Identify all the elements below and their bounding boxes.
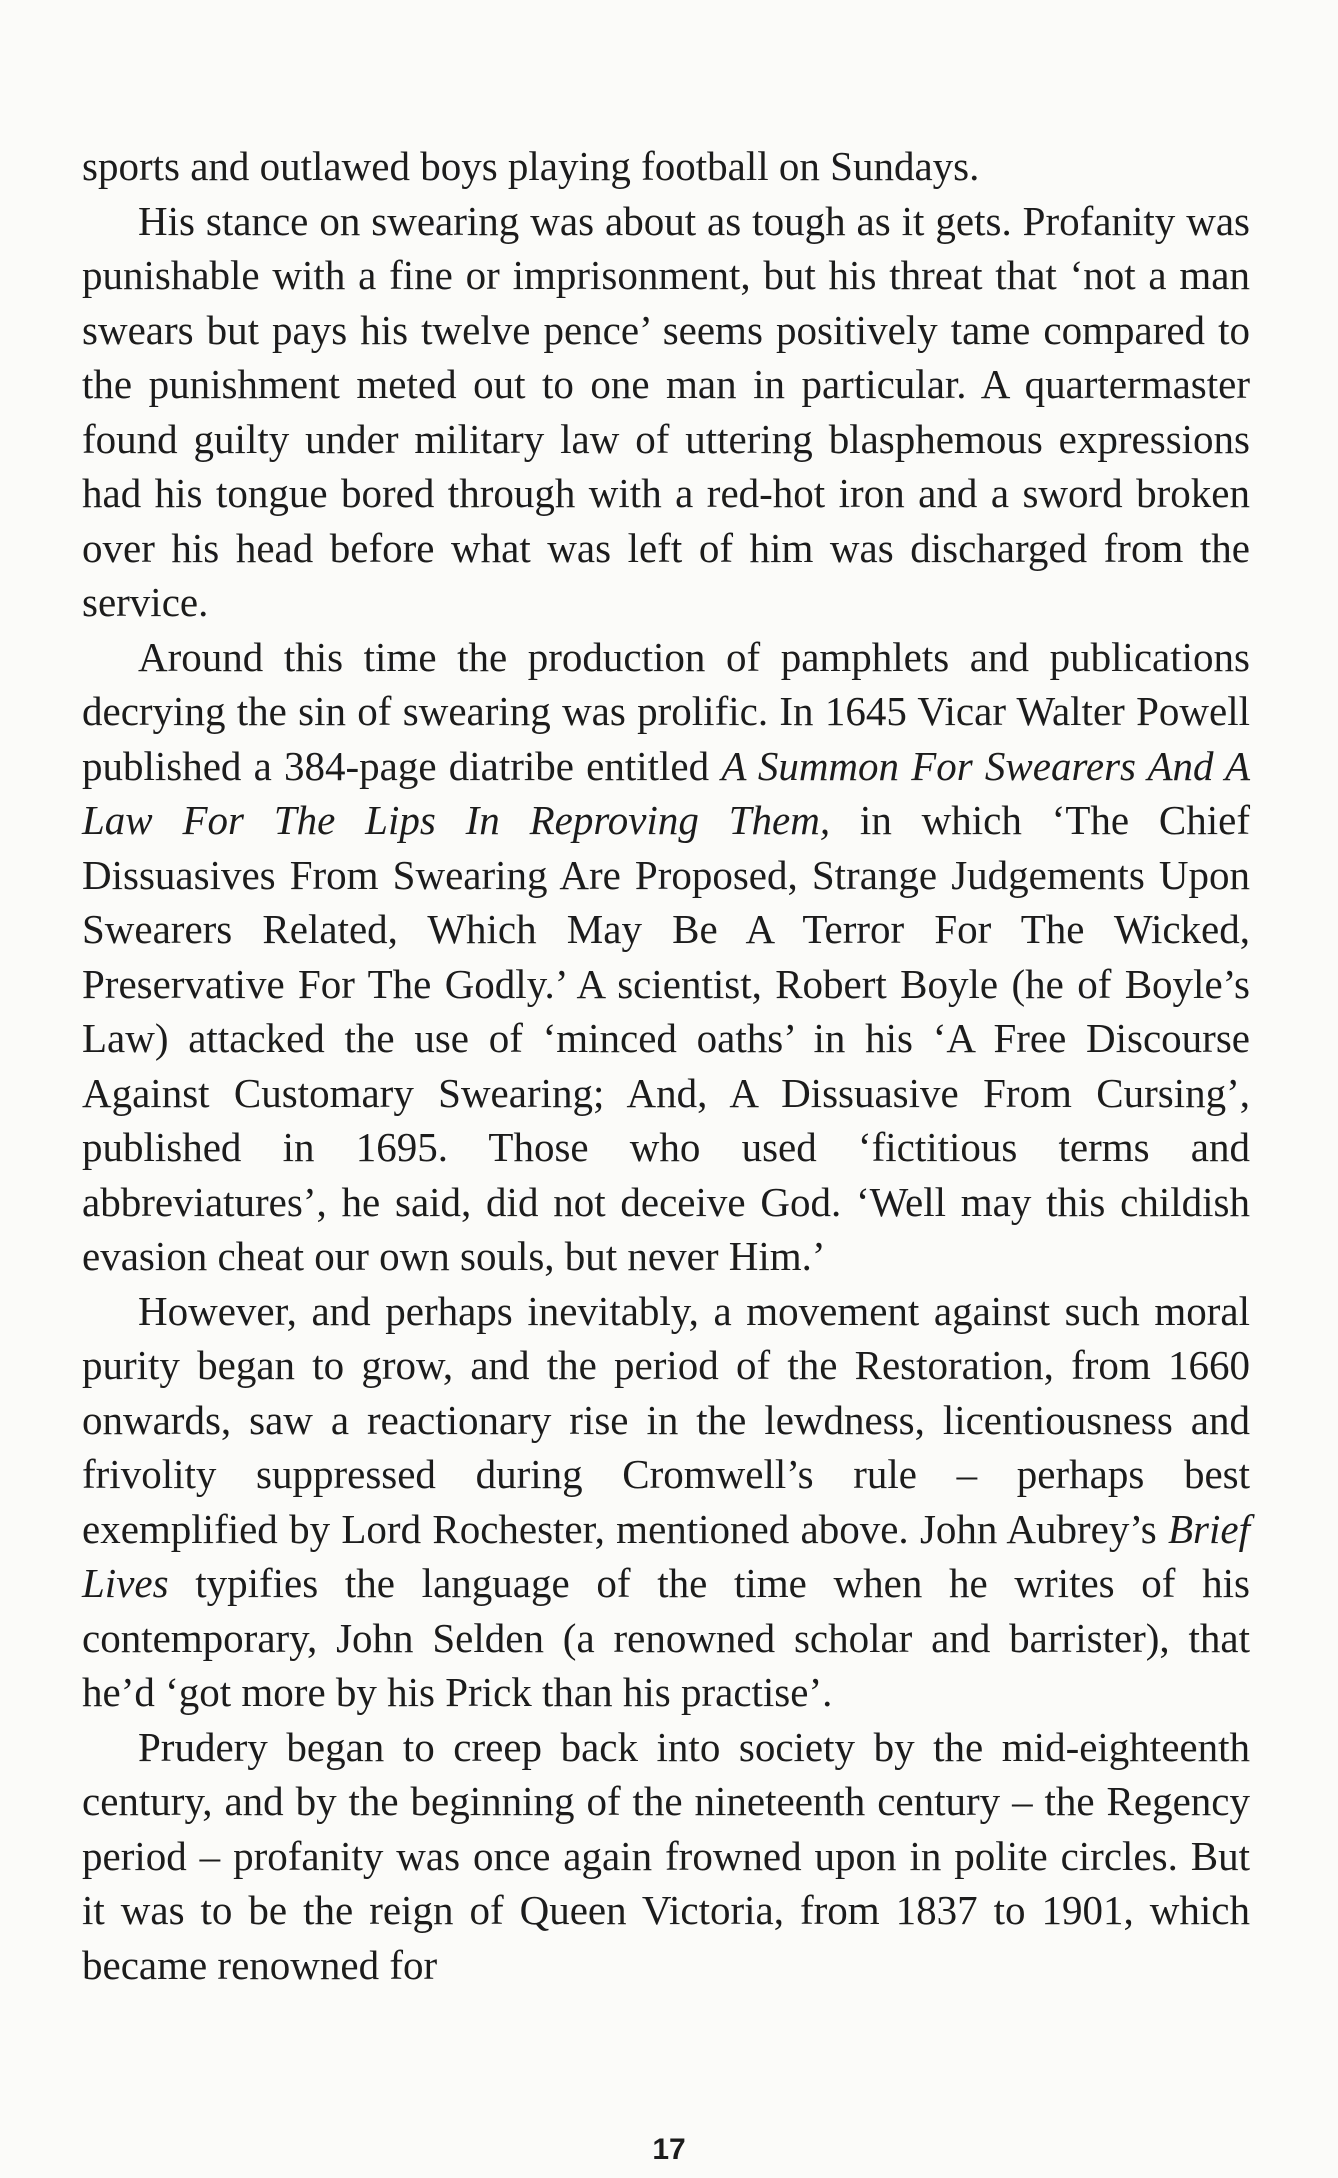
book-title-summon-for-swearers: A Summon For Swearers And A Law For The Lips In Reproving Them, (82, 742, 1250, 843)
paragraph-restoration (82, 1284, 1250, 1720)
book-title-brief-lives: Brief Lives (82, 1505, 1250, 1606)
paragraph-continuation: sports and outlawed boys playing football on Sundays. (82, 143, 980, 189)
paragraph-swearing-stance: His stance on swearing was about as tough as it gets. Profanity was punishable with a fine or imprisonment, but his threat that ‘not a man swears but pays his twelve pence’ seems positively tame compared to the punishment meted out to one man in particular. A quartermaster found guilty under military law of uttering blasphemous expressions had his tongue bored through with a red-hot iron and a sword broken over his head before what was left of him was discharged from the service. (82, 197, 1250, 625)
paragraph-prudery: Prudery began to creep back into society by the mid-eighteenth century, and by the beginning of the nineteenth century – the Regency period – profanity was once again frowned upon in polite circles. But it was to be the reign of Queen Victoria, from 1837 to 1901, which became renowned for (82, 1723, 1250, 1988)
paragraph-restoration-text-before: However, and perhaps inevitably, a movement against such moral purity began to grow, and the period of the Restoration, from 1660 onwards, saw a reactionary rise in the lewdness, licentiousness and frivolity suppressed during Cromwell’s rule – perhaps best exemplified by Lord Rochester, mentioned above. John Aubrey’s (82, 1287, 1250, 1552)
paragraph-pamphlets-text-after: in which ‘The Chief Dissuasives From Swearing Are Proposed, Strange Judgements Upon Swearers Related, Which May Be A Terror For The Wicked, Preservative For The Godly.’ A scientist, Robert Boyle (he of Boyle’s Law) attacked the use of ‘minced oaths’ in his ‘A Free Discourse Against Customary Swearing; And, A Dissuasive From Cursing’, published in 1695. Those who used ‘fictitious terms and abbreviatures’, he said, did not deceive God. ‘Well may this childish evasion cheat our own souls, but never Him.’ (82, 797, 1251, 1279)
paragraph-restoration-text-after: typifies the language of the time when he writes of his contemporary, John Selden (a renowned scholar and barrister), that he’d ‘got more by his Prick than his practise’. (82, 1560, 1250, 1715)
paragraph-pamphlets-text-before: Around this time the production of pamphlets and publications decrying the sin of swearing was prolific. In 1645 Vicar Walter Powell published a 384-page diatribe entitled (82, 633, 1250, 789)
page-number: 17 (652, 2133, 686, 2166)
page-body (82, 139, 1250, 1992)
paragraph-pamphlets (82, 630, 1250, 1284)
